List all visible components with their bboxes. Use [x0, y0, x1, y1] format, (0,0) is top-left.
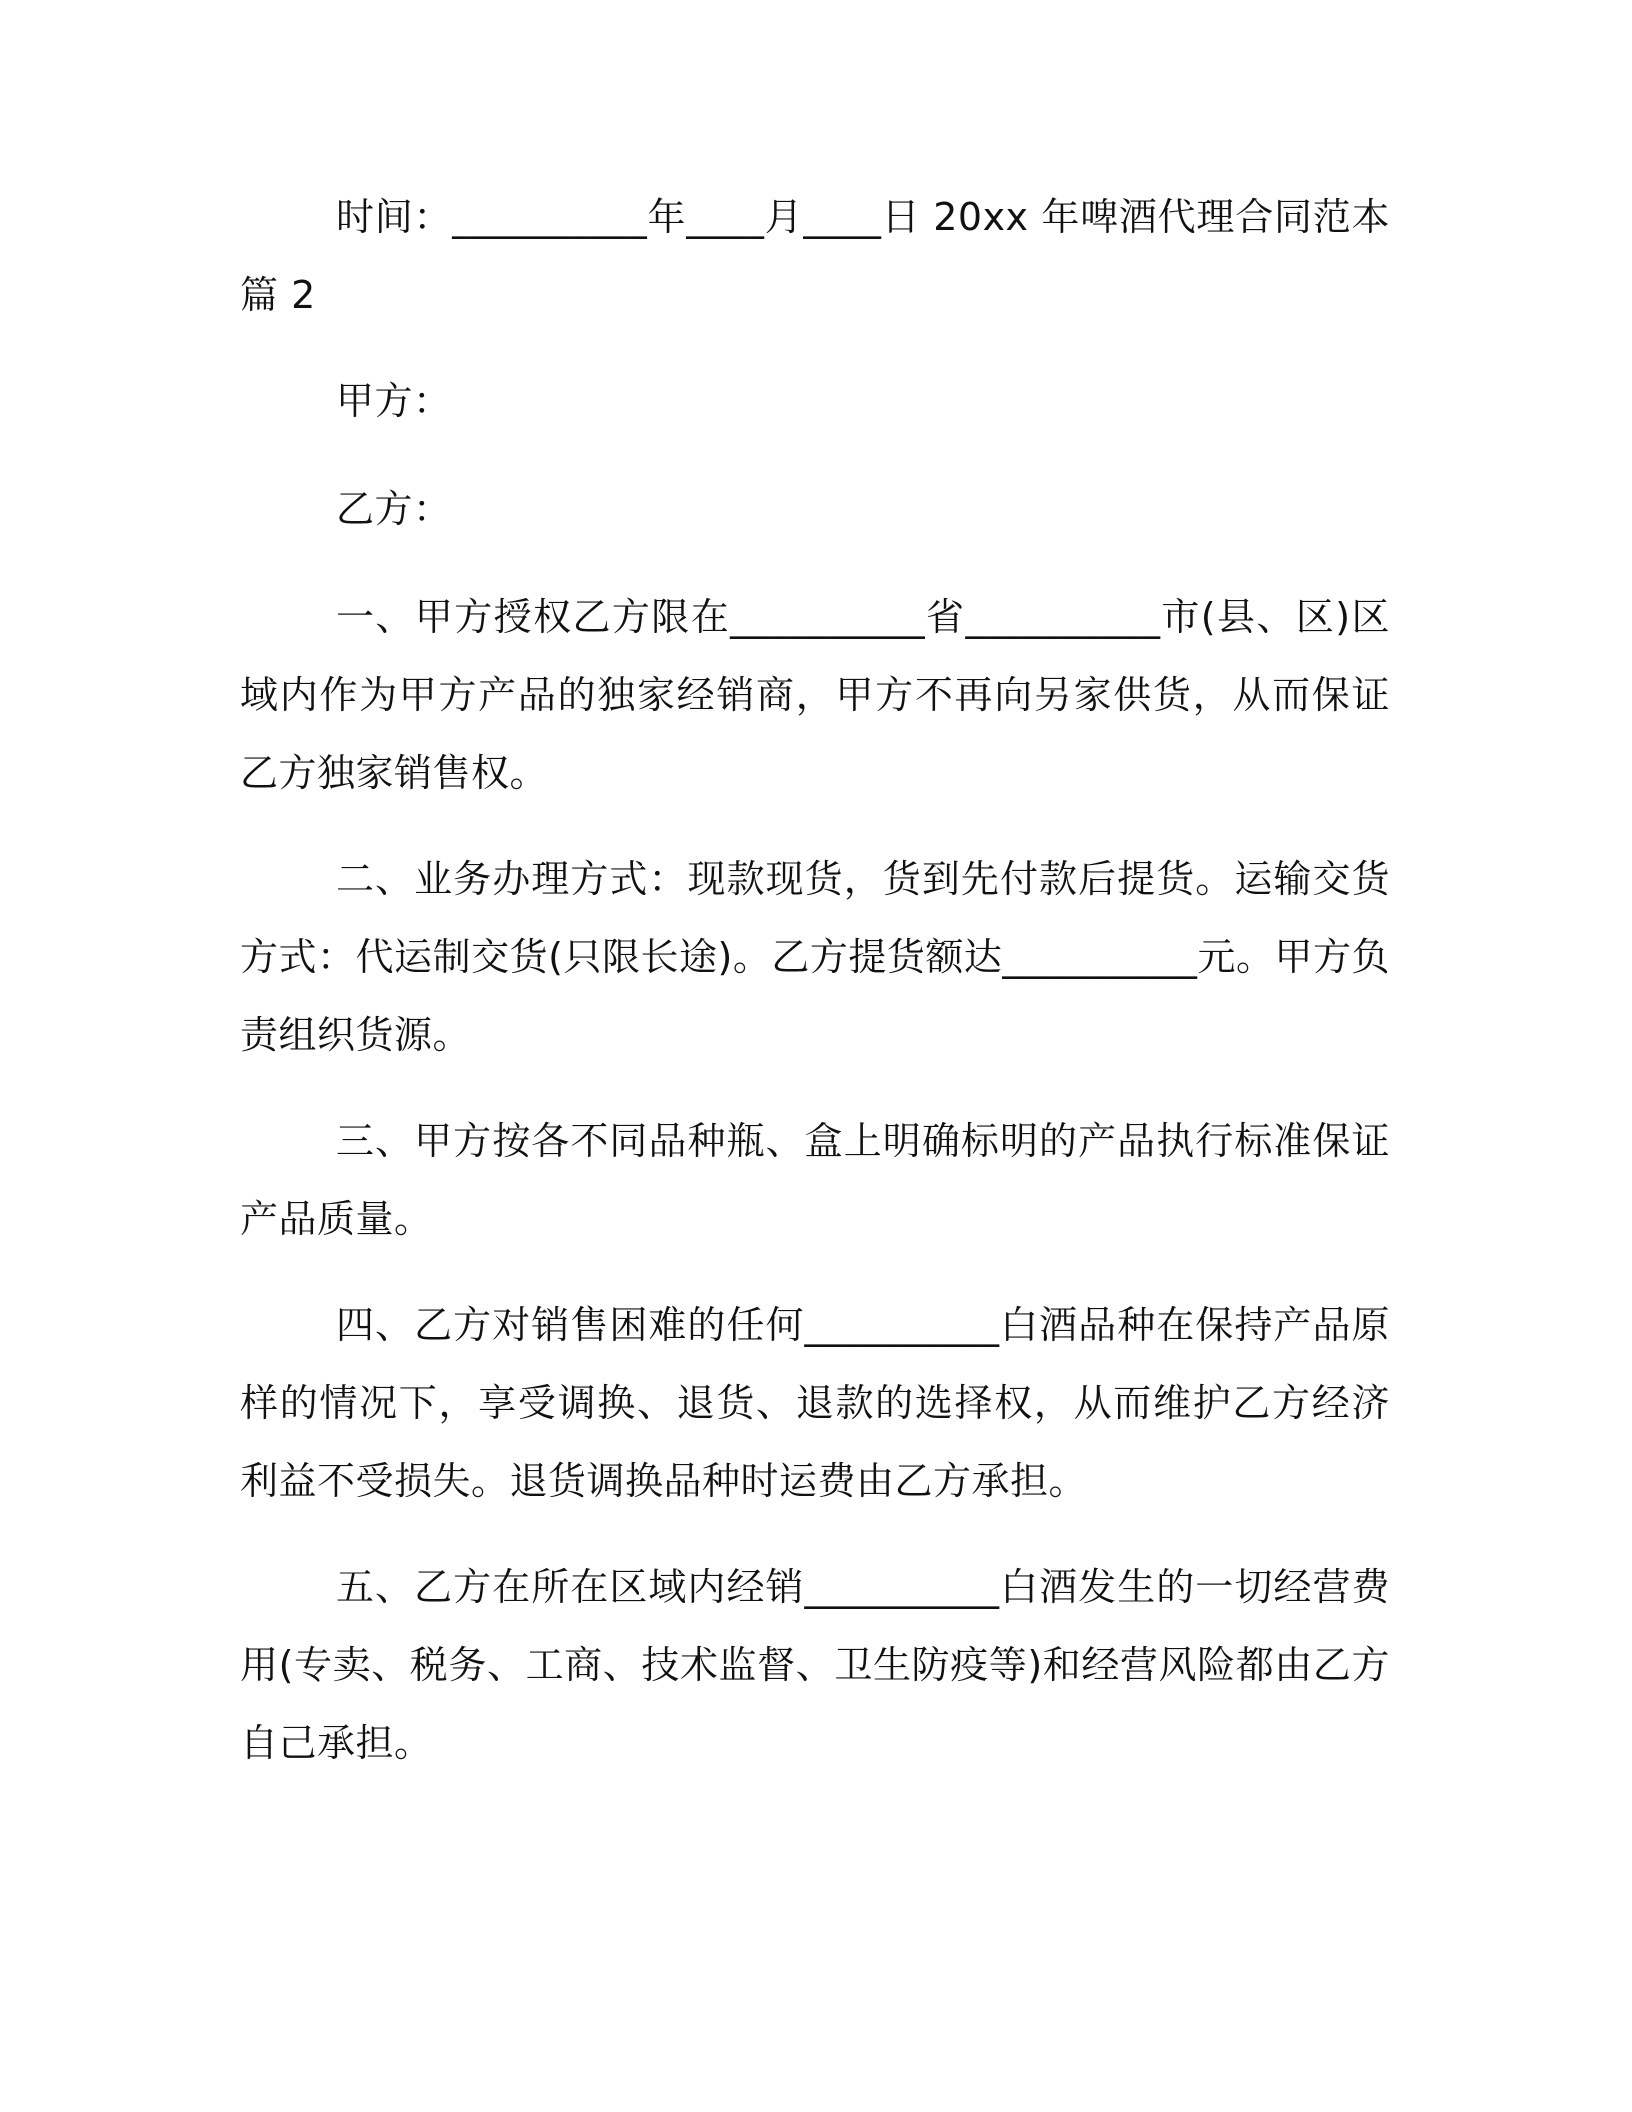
clause-5: 五、乙方在所在区域内经销__________白酒发生的一切经营费用(专卖、税务、工商、技术监督、卫生防疫等)和经营风险都由乙方自己承担。: [240, 1565, 1390, 1765]
clause-2: 二、业务办理方式：现款现货，货到先付款后提货。运输交货方式：代运制交货(只限长途)。乙方提货额达__________元。甲方负责组织货源。: [240, 857, 1390, 1057]
clause-3: 三、甲方按各不同品种瓶、盒上明确标明的产品执行标准保证产品质量。: [240, 1119, 1390, 1241]
date-title-line: 时间：__________年____月____日 20xx 年啤酒代理合同范本篇 2: [240, 195, 1390, 317]
party-b-label: 乙方：: [336, 487, 452, 531]
clause-4: 四、乙方对销售困难的任何__________白酒品种在保持产品原样的情况下，享受调换、退货、退款的选择权，从而维护乙方经济利益不受损失。退货调换品种时运费由乙方承担。: [240, 1303, 1390, 1503]
clause-1: 一、甲方授权乙方限在__________省__________市(县、区)区域内作为甲方产品的独家经销商，甲方不再向另家供货，从而保证乙方独家销售权。: [240, 595, 1390, 795]
party-a-label: 甲方：: [336, 379, 452, 423]
document-body: [240, 178, 1390, 1810]
